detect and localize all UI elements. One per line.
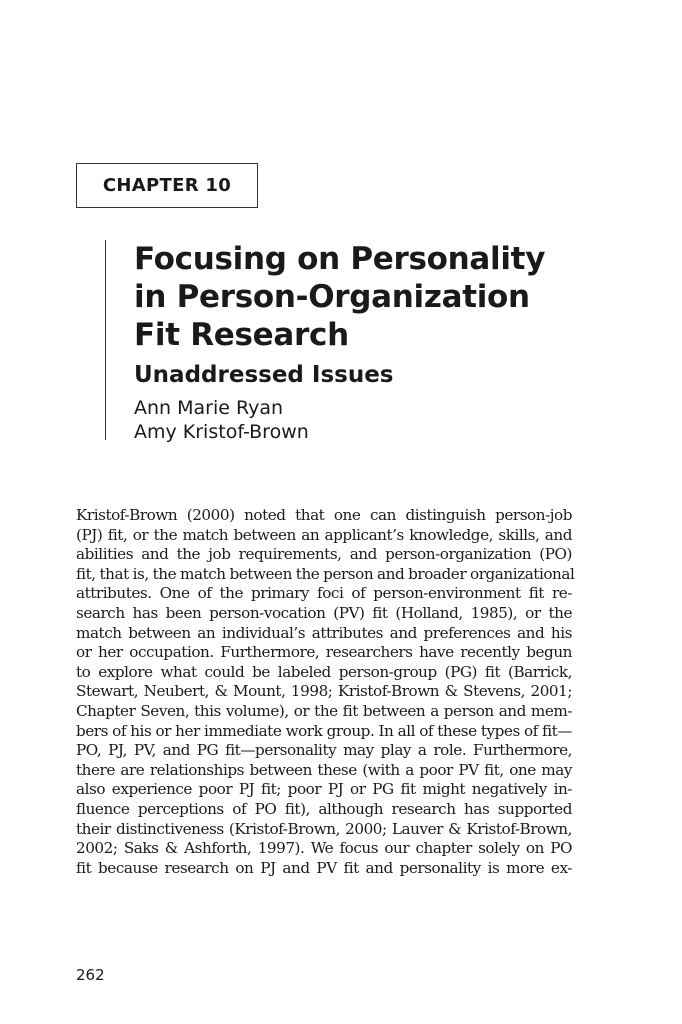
chapter-title-line-2: in Person-Organization: [134, 279, 530, 315]
title-block: [105, 240, 626, 443]
chapter-title-line-1: Focusing on Personality: [134, 241, 546, 277]
body-line: fluence perceptions of PO fit), although research has supported: [76, 799, 572, 818]
body-line: 2002; Saks & Ashforth, 1997). We focus our chapter solely on PO: [76, 839, 572, 858]
body-line: match between an individual’s attributes and preferences and his: [76, 623, 572, 642]
body-line: their distinctiveness (Kristof-Brown, 2000; Lauver & Kristof-Brown,: [76, 819, 572, 838]
title-inner: [134, 240, 634, 444]
author-name: Amy Kristof-Brown: [134, 421, 309, 443]
author-list: [134, 396, 634, 444]
body-line: Stewart, Neubert, & Mount, 1998; Kristof-Brown & Stevens, 2001;: [76, 682, 572, 701]
body-line: Chapter Seven, this volume), or the fit between a person and mem-: [76, 701, 572, 720]
author-name: Ann Marie Ryan: [134, 397, 284, 419]
body-line: attributes. One of the primary foci of person-environment fit re-: [76, 584, 572, 603]
body-paragraph: [76, 506, 575, 878]
body-line: Kristof-Brown (2000) noted that one can distinguish person-job: [76, 506, 572, 524]
chapter-label: CHAPTER 10: [76, 163, 258, 208]
body-line: (PJ) fit, or the match between an applicant’s knowledge, skills, and: [76, 525, 572, 544]
body-line: search has been person-vocation (PV) fit (Holland, 1985), or the: [76, 603, 572, 622]
body-line: also experience poor PJ fit; poor PJ or PG fit might negatively in-: [76, 780, 572, 799]
page-number: 262: [76, 966, 105, 984]
body-line: to explore what could be labeled person-group (PG) fit (Barrick,: [76, 662, 572, 681]
body-line: fit, that is, the match between the person and broader organizational: [76, 564, 575, 583]
body-line: abilities and the job requirements, and person-organization (PO): [76, 545, 572, 564]
body-line: fit because research on PJ and PV fit and personality is more ex-: [76, 858, 572, 877]
body-line: bers of his or her immediate work group. In all of these types of fit—: [76, 721, 572, 740]
chapter-title-line-3: Fit Research: [134, 317, 349, 353]
body-line: PO, PJ, PV, and PG fit—personality may play a role. Furthermore,: [76, 741, 572, 760]
body-line: or her occupation. Furthermore, researchers have recently begun: [76, 643, 572, 662]
chapter-subtitle: Unaddressed Issues: [134, 362, 394, 388]
body-line: there are relationships between these (with a poor PV fit, one may: [76, 760, 572, 779]
